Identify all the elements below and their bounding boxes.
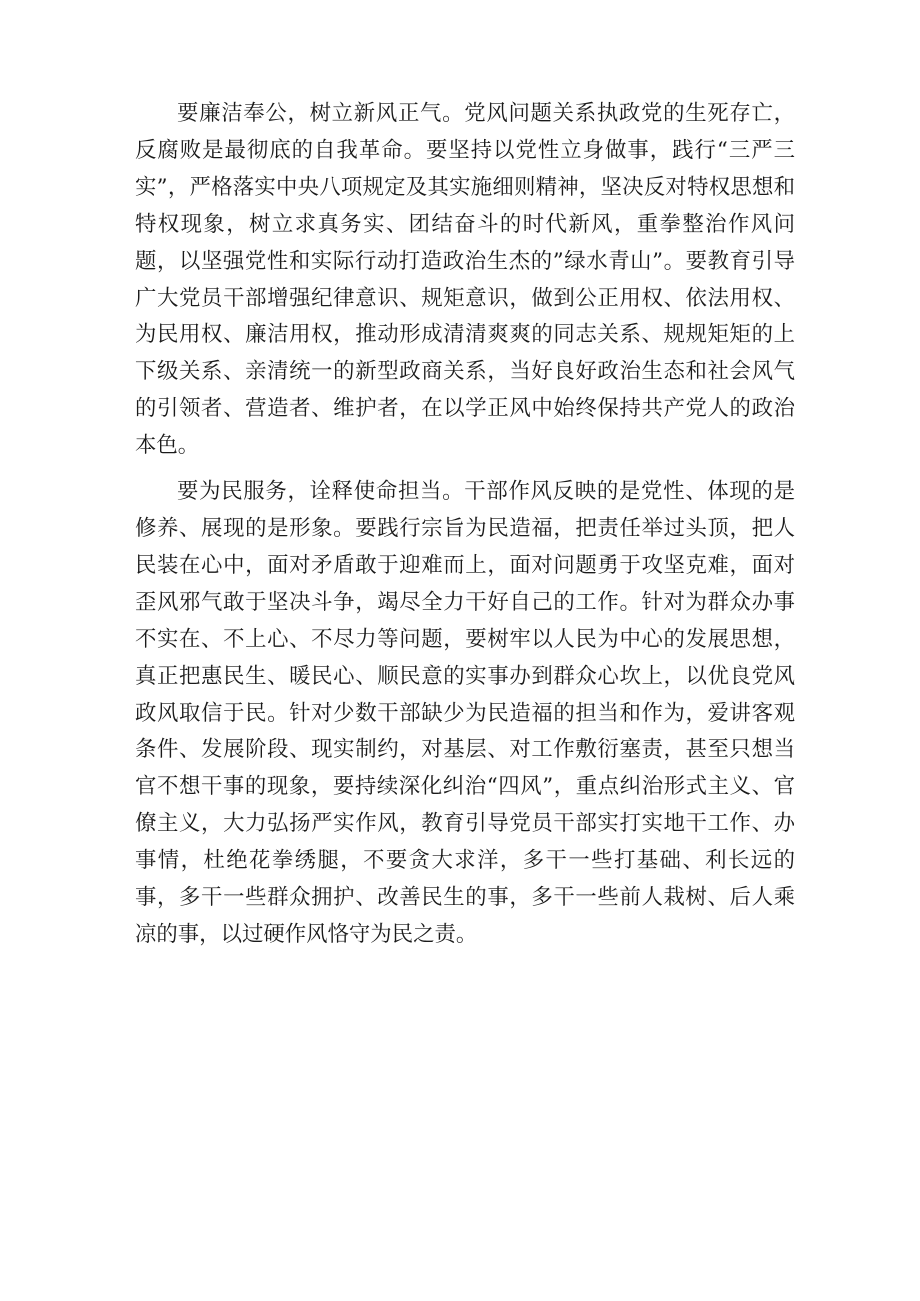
document-body (135, 96, 795, 954)
paragraph-integrity: 要廉洁奉公，树立新风正气。党风问题关系执政党的生死存亡，反腐败是最彻底的自我革命。要坚持以党性立身做事，践行“三严三实”，严格落实中央八项规定及其实施细则精神，坚决反对特权思想和特权现象，树立求真务实、团结奋斗的时代新风，重拳整治作风问题，以坚强党性和实际行动打造政治生杰的”绿水青山”。要教育引导广大党员干部增强纪律意识、规矩意识，做到公正用权、依法用权、为民用权、廉洁用权，推动形成清清爽爽的同志关系、规规矩矩的上下级关系、亲清统一的新型政商关系，当好良好政治生态和社会风气的引领者、营造者、维护者，在以学正风中始终保持共产党人的政治本色。 (135, 101, 795, 459)
paragraph-serve-people: 要为民服务，诠释使命担当。干部作风反映的是党性、体现的是修养、展现的是形象。要践行宗旨为民造福，把责任举过头顶，把人民装在心中，面对矛盾敢于迎难而上，面对问题勇于攻坚克难，面对歪风邪气敢于坚决斗争，竭尽全力干好自己的工作。针对为群众办事不实在、不上心、不尽力等问题，要树牢以人民为中心的发展思想，真正把惠民生、暖民心、顺民意的实事办到群众心坎上，以优良党风政风取信于民。针对少数干部缺少为民造福的担当和作为，爱讲客观条件、发展阶段、现实制约，对基层、对工作敷衍塞责，甚至只想当官不想干事的现象，要持续深化纠治“四风”，重点纠治形式主义、官僚主义，大力弘扬严实作风，教育引导党员干部实打实地干工作、办事情，杜绝花拳绣腿，不要贪大求洋，多干一些打基础、利长远的事，多干一些群众拥护、改善民生的事，多干一些前人栽树、后人乘凉的事，以过硬作风恪守为民之责。 (135, 479, 795, 947)
